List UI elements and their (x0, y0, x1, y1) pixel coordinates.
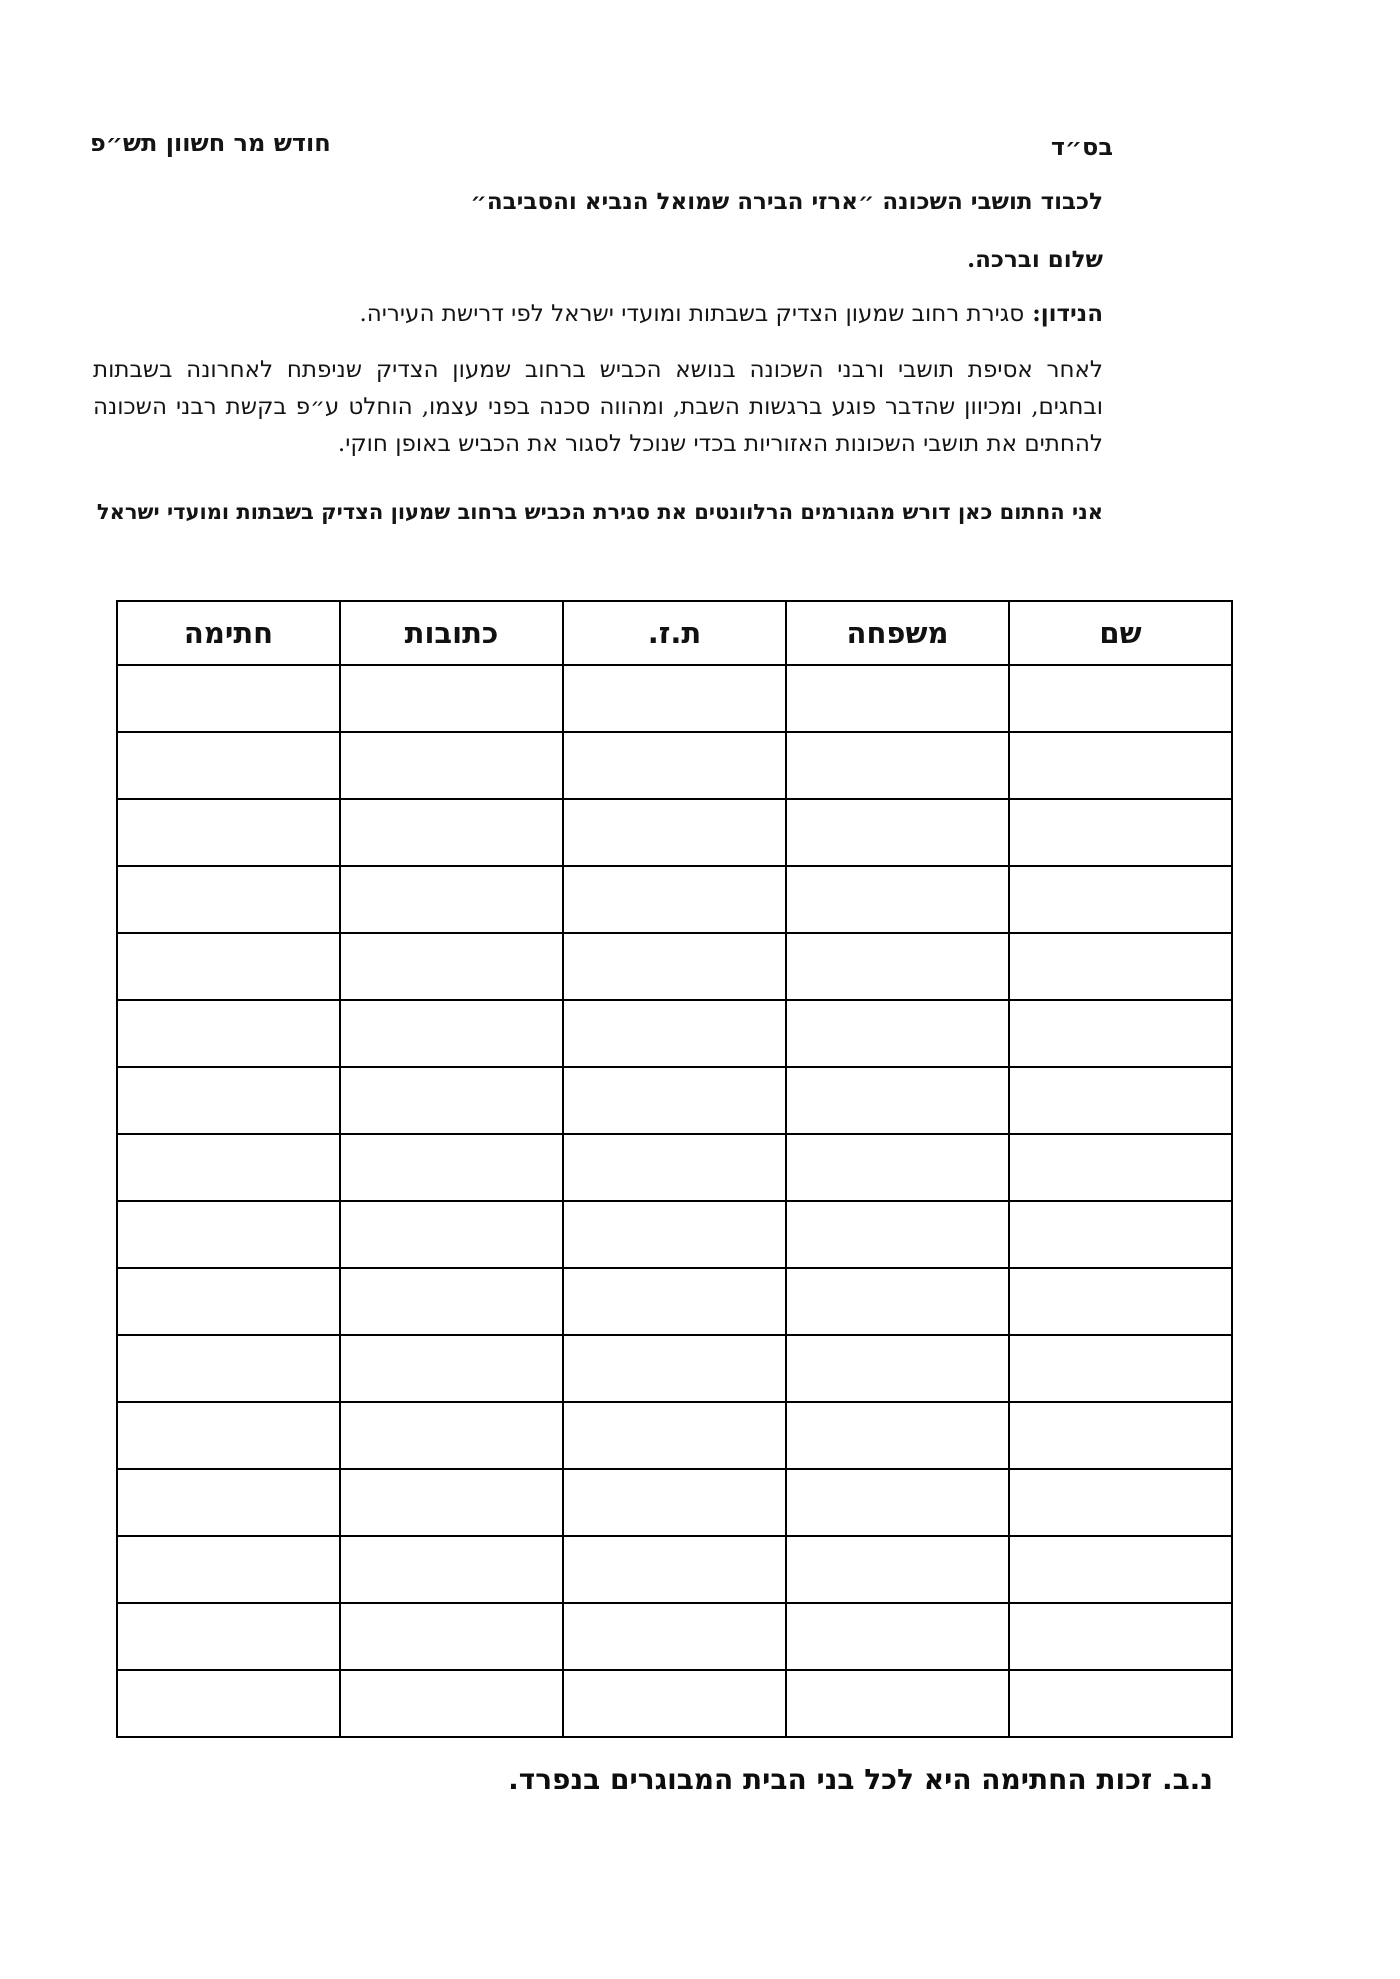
declaration-line: אני החתום כאן דורש מהגורמים הרלוונטים את סגירת הכביש ברחוב שמעון הצדיק בשבתות ומועדי ישראל (96, 499, 1103, 524)
footnote-line: נ.ב. זכות החתימה היא לכל בני הבית המבוגרים בנפרד. (508, 1763, 1213, 1796)
table-cell (340, 1000, 563, 1067)
subject-label: הנידון: (1032, 300, 1103, 327)
table-cell (117, 732, 340, 799)
table-row (117, 1603, 1232, 1670)
table-row (117, 1402, 1232, 1469)
table-cell (786, 1402, 1009, 1469)
table-cell (563, 665, 786, 732)
header-cell-1: משפחה (786, 601, 1009, 665)
table-cell (786, 1670, 1009, 1737)
table-cell (786, 732, 1009, 799)
table-cell (340, 1670, 563, 1737)
subject-text: סגירת רחוב שמעון הצדיק בשבתות ומועדי ישראל לפי דרישת העיריה. (359, 301, 1025, 327)
table-cell (563, 1603, 786, 1670)
table-cell (786, 799, 1009, 866)
table-cell (563, 732, 786, 799)
table-cell (1009, 1469, 1232, 1536)
table-cell (117, 1067, 340, 1134)
table-cell (1009, 1000, 1232, 1067)
table-cell (563, 1268, 786, 1335)
bsd-mark: בס״ד (1050, 132, 1113, 161)
table-cell (786, 1469, 1009, 1536)
table-cell (117, 1134, 340, 1201)
table-cell (563, 1670, 786, 1737)
table-cell (1009, 1134, 1232, 1201)
table-cell (117, 1000, 340, 1067)
table-cell (1009, 1268, 1232, 1335)
table-cell (786, 1201, 1009, 1268)
table-cell (1009, 1201, 1232, 1268)
table-cell (563, 1134, 786, 1201)
addressee-line: לכבוד תושבי השכונה ״ארזי הבירה שמואל הנביא והסביבה״ (470, 188, 1103, 215)
table-cell (1009, 1536, 1232, 1603)
table-cell (340, 1402, 563, 1469)
table-row (117, 732, 1232, 799)
table-cell (563, 1335, 786, 1402)
table-row (117, 1670, 1232, 1737)
table-cell (340, 1201, 563, 1268)
table-cell (786, 1134, 1009, 1201)
hebrew-date: חודש מר חשוון תש״פ (90, 128, 331, 157)
header-cell-4: חתימה (117, 601, 340, 665)
table-cell (340, 1536, 563, 1603)
table-cell (1009, 732, 1232, 799)
table-cell (117, 1603, 340, 1670)
signature-table (116, 600, 1233, 1738)
table-cell (786, 933, 1009, 1000)
table-cell (340, 1067, 563, 1134)
table-cell (117, 799, 340, 866)
table-row (117, 866, 1232, 933)
table-cell (786, 1603, 1009, 1670)
table-cell (1009, 933, 1232, 1000)
table-cell (117, 1469, 340, 1536)
table-cell (117, 933, 340, 1000)
table-cell (340, 1268, 563, 1335)
table-cell (1009, 866, 1232, 933)
table-cell (786, 1268, 1009, 1335)
table-cell (563, 1402, 786, 1469)
table-cell (786, 665, 1009, 732)
table-row (117, 1000, 1232, 1067)
table-cell (117, 1268, 340, 1335)
table-row (117, 799, 1232, 866)
table-cell (563, 1067, 786, 1134)
table-cell (563, 1000, 786, 1067)
table-cell (340, 799, 563, 866)
subject-line (359, 300, 1103, 327)
table-cell (1009, 665, 1232, 732)
table-cell (563, 1469, 786, 1536)
table-cell (117, 866, 340, 933)
table-cell (340, 665, 563, 732)
header-cell-3: כתובות (340, 601, 563, 665)
table-cell (340, 1469, 563, 1536)
table-cell (340, 732, 563, 799)
table-cell (117, 665, 340, 732)
table-row (117, 1469, 1232, 1536)
greeting-line: שלום וברכה. (967, 246, 1103, 273)
table-cell (340, 1335, 563, 1402)
table-cell (340, 1134, 563, 1201)
table-cell (1009, 1335, 1232, 1402)
table-cell (340, 866, 563, 933)
table-cell (1009, 1402, 1232, 1469)
table-row (117, 1201, 1232, 1268)
table-row (117, 1268, 1232, 1335)
table-row (117, 1134, 1232, 1201)
table-cell (340, 933, 563, 1000)
header-cell-0: שם (1009, 601, 1232, 665)
table-cell (786, 1000, 1009, 1067)
table-cell (563, 866, 786, 933)
table-cell (117, 1201, 340, 1268)
table-row (117, 1335, 1232, 1402)
table-row (117, 1067, 1232, 1134)
table-cell (786, 1536, 1009, 1603)
table-body (117, 665, 1232, 1737)
table-cell (563, 1536, 786, 1603)
table-cell (563, 933, 786, 1000)
table-cell (786, 1335, 1009, 1402)
table-cell (117, 1335, 340, 1402)
table-cell (563, 1201, 786, 1268)
table-cell (1009, 1603, 1232, 1670)
table-row (117, 665, 1232, 732)
table-cell (1009, 799, 1232, 866)
table-row (117, 933, 1232, 1000)
table-row (117, 1536, 1232, 1603)
table-cell (1009, 1067, 1232, 1134)
table-cell (1009, 1670, 1232, 1737)
table-cell (117, 1536, 340, 1603)
table-cell (117, 1670, 340, 1737)
table-cell (786, 1067, 1009, 1134)
table-cell (340, 1603, 563, 1670)
table-header-row (117, 601, 1232, 665)
body-paragraph: לאחר אסיפת תושבי ורבני השכונה בנושא הכביש ברחוב שמעון הצדיק שניפתח לאחרונה בשבתות ובחגים, ומכיוון שהדבר פוגע ברגשות השבת, ומהווה סכנה בפני עצמו, הוחלט ע״פ בקשת רבני השכונה להחתים את תושבי השכונות האזוריות בכדי שנוכל לסגור את הכביש באופן חוקי. (93, 357, 1103, 457)
table-cell (117, 1402, 340, 1469)
table-cell (563, 799, 786, 866)
header-cell-2: ת.ז. (563, 601, 786, 665)
table-cell (786, 866, 1009, 933)
